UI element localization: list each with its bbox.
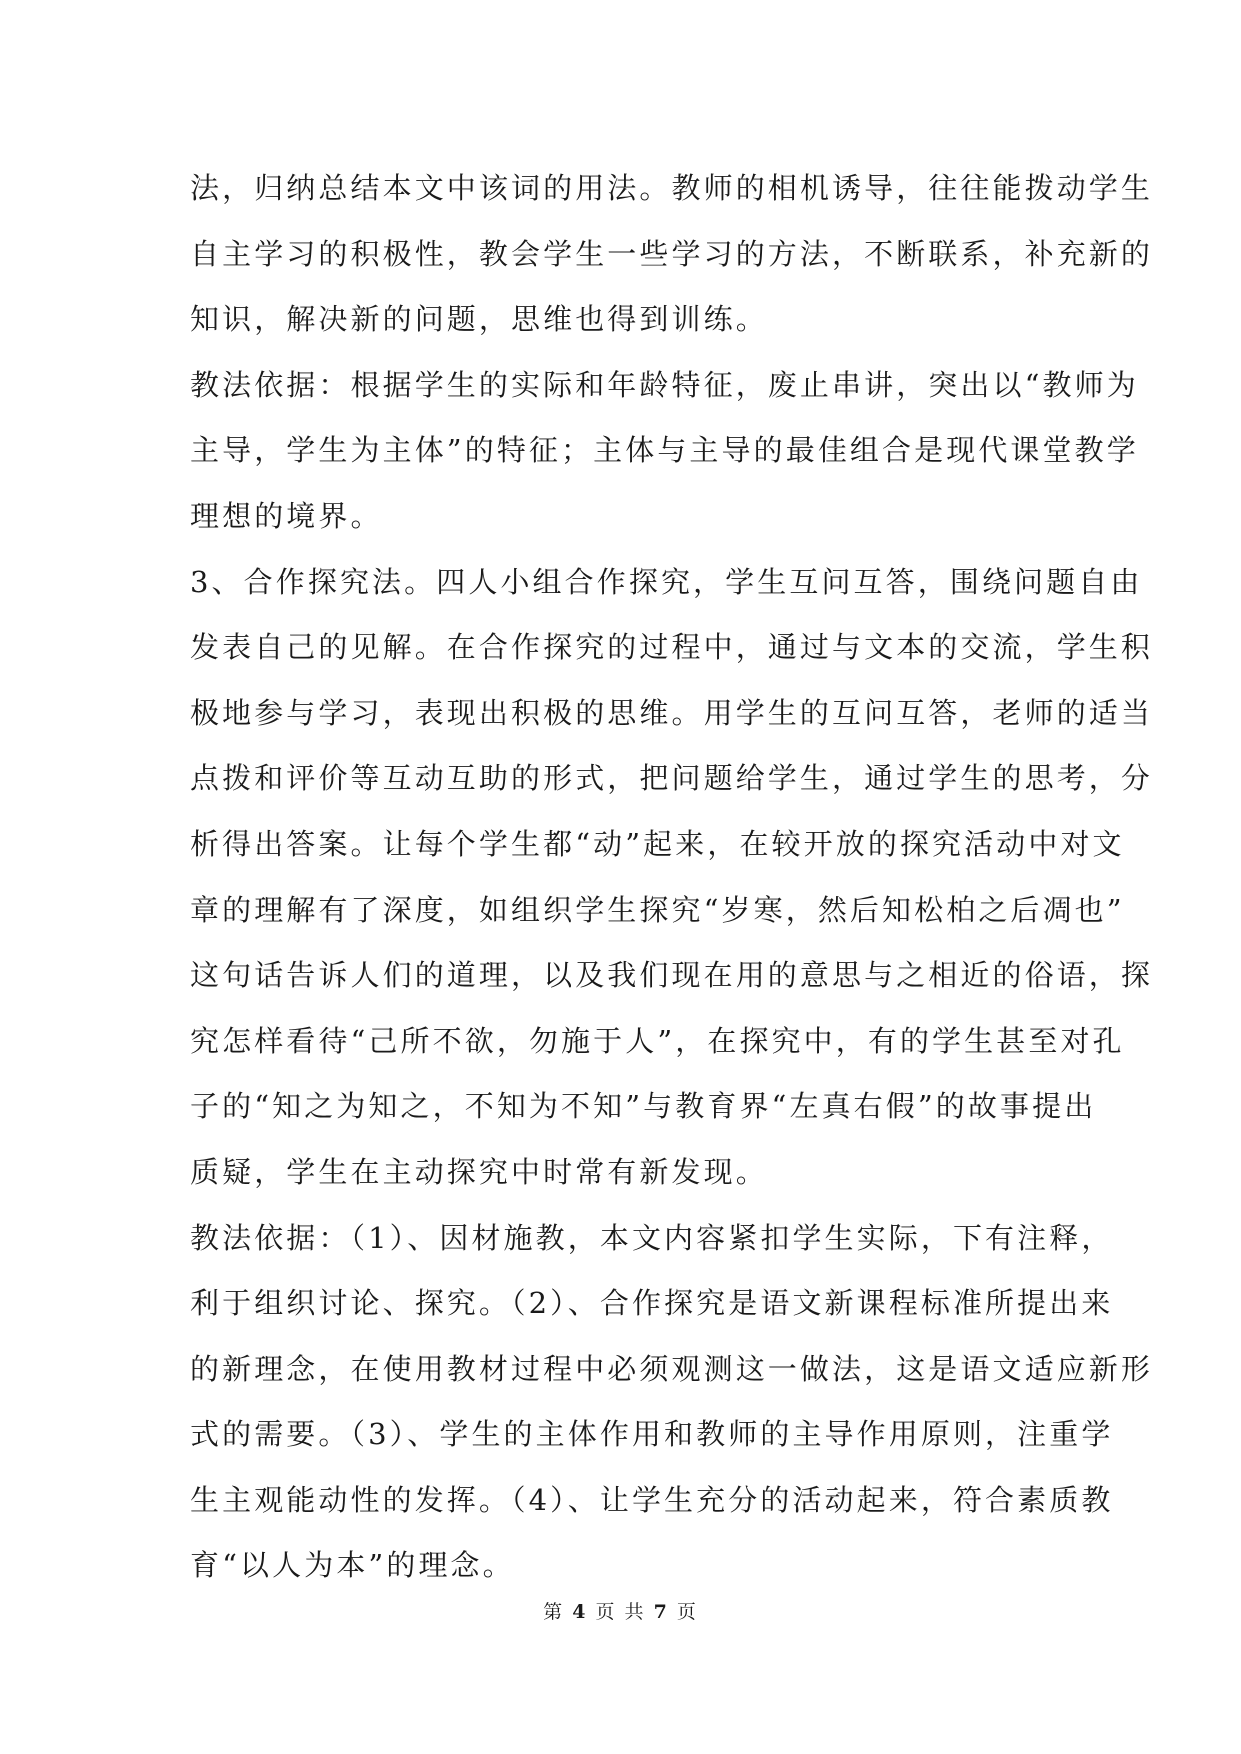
text-line: 主导，学生为主体”的特征；主体与主导的最佳组合是现代课堂教学 <box>190 433 1139 468</box>
text-line: 教法依据：根据学生的实际和年龄特征，废止串讲，突出以“教师为 <box>190 367 1139 402</box>
current-page-number: 4 <box>572 1601 588 1623</box>
footer-prefix: 第 <box>543 1601 565 1623</box>
document-body <box>190 156 1154 1599</box>
text-line: 究怎样看待“己所不欲，勿施于人”，在探究中，有的学生甚至对孔 <box>190 1023 1125 1058</box>
text-line: 育“以人为本”的理念。 <box>190 1548 515 1583</box>
text-line: 极地参与学习，表现出积极的思维。用学生的互问互答，老师的适当 <box>190 695 1154 730</box>
text-line: 子的“知之为知之，不知为不知”与教育界“左真右假”的故事提出 <box>190 1089 1097 1124</box>
footer-middle: 页 共 <box>595 1601 646 1623</box>
text-line: 3、合作探究法。四人小组合作探究，学生互问互答，围绕问题自由 <box>190 564 1143 599</box>
text-line: 知识，解决新的问题，思维也得到训练。 <box>190 302 768 337</box>
total-pages-number: 7 <box>653 1601 669 1623</box>
text-line: 质疑，学生在主动探究中时常有新发现。 <box>190 1154 768 1189</box>
text-line: 的新理念，在使用教材过程中必须观测这一做法，这是语文适应新形 <box>190 1351 1154 1386</box>
text-line: 析得出答案。让每个学生都“动”起来，在较开放的探究活动中对文 <box>190 826 1125 861</box>
text-line: 法，归纳总结本文中该词的用法。教师的相机诱导，往往能拨动学生 <box>190 171 1154 205</box>
text-line: 点拨和评价等互动互助的形式，把问题给学生，通过学生的思考，分 <box>190 761 1154 796</box>
text-line: 这句话告诉人们的道理，以及我们现在用的意思与之相近的俗语，探 <box>190 958 1154 993</box>
text-line: 章的理解有了深度，如组织学生探究“岁寒，然后知松柏之后凋也” <box>190 892 1125 927</box>
page-footer <box>0 1597 1241 1624</box>
text-line: 式的需要。（3）、学生的主体作用和教师的主导作用原则，注重学 <box>190 1417 1114 1452</box>
text-line: 利于组织讨论、探究。（2）、合作探究是语文新课程标准所提出来 <box>190 1286 1114 1321</box>
text-line: 理想的境界。 <box>190 498 383 533</box>
text-line: 教法依据：（1）、因材施教，本文内容紧扣学生实际，下有注释， <box>190 1220 1114 1255</box>
text-line: 自主学习的积极性，教会学生一些学习的方法，不断联系，补充新的 <box>190 236 1154 271</box>
footer-suffix: 页 <box>676 1601 698 1623</box>
text-line: 生主观能动性的发挥。（4）、让学生充分的活动起来，符合素质教 <box>190 1482 1114 1517</box>
text-line: 发表自己的见解。在合作探究的过程中，通过与文本的交流，学生积 <box>190 630 1154 665</box>
